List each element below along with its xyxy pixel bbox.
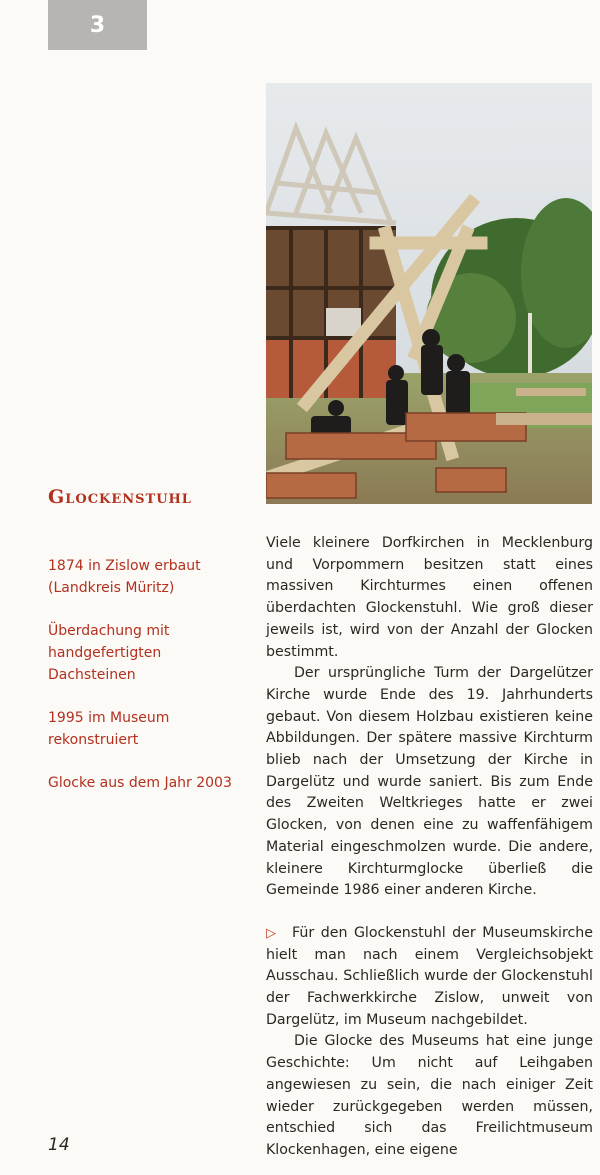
page-number: 14 — [48, 1135, 70, 1155]
paragraph-with-marker — [266, 923, 593, 1032]
bell-frame-construction-photo — [266, 83, 592, 504]
paragraph: Viele kleinere Dorfkirchen in Mecklenburg und Vorpommern besitzen statt eines massiven Kirchturmes einen offenen überdachten Glockenstuhl. Wie groß dieser jeweils ist, wird von der Anzahl der Glocken bestimmt. — [266, 535, 593, 660]
chapter-number: 3 — [89, 12, 106, 38]
main-text — [266, 533, 593, 1162]
fact-item: 1874 in Zislow erbaut (Landkreis Müritz) — [48, 558, 201, 596]
fact-item: Glocke aus dem Jahr 2003 — [48, 775, 232, 791]
paragraph: Der ursprüngliche Turm der Dargelützer Kirche wurde Ende des 19. Jahrhunderts gebaut. Von diesem Holzbau existieren keine Abbildungen. Der spätere massive Kirchturm blieb nach der Umsetzung der Kirche in Dargelütz und wurde saniert. Bis zum Ende des Zweiten Weltkrieges hatte er zwei Glocken, von denen eine zu waffenfähigem Material eingeschmolzen wurde. Die andere, kleinere Kirchturmglocke überließ die Gemeinde 1986 einer anderen Kirche. — [266, 665, 593, 899]
fact-list — [48, 555, 248, 815]
triangle-right-outline-icon: ▷ — [266, 925, 276, 941]
photo-illustration — [266, 83, 592, 504]
section-title: Glockenstuhl — [48, 486, 192, 508]
chapter-tab — [48, 0, 147, 50]
paragraph-text: Für den Glockenstuhl der Museumskirche hielt man nach einem Vergleichsobjekt Ausschau. Schließlich wurde der Glockenstuhl der Fachwerkkirche Zislow, unweit von Dargelütz, im Museum nachgebildet. — [266, 924, 593, 1028]
paragraph: Die Glocke des Museums hat eine junge Geschichte: Um nicht auf Leihgaben angewiesen zu sein, die nach einiger Zeit wieder zurückgegeben werden müssen, entschied sich das Freilichtmuseum Klockenhagen, eine eigene — [266, 1033, 593, 1158]
fact-item: 1995 im Museum rekonstruiert — [48, 710, 170, 748]
fact-item: Überdachung mit handgefertigten Dachsteinen — [48, 623, 170, 683]
